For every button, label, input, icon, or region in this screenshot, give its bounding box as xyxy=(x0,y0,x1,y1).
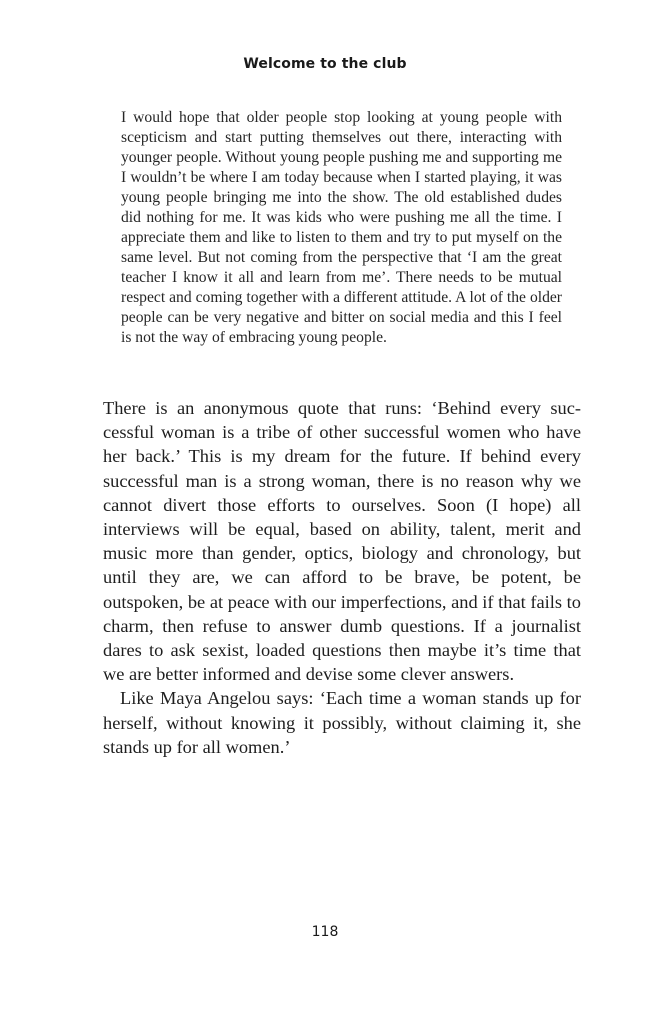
body-text xyxy=(103,396,581,759)
running-head: Welcome to the club xyxy=(243,56,407,72)
block-quote-text: I would hope that older people stop looking at young people with scepticism and start putting themselves out there, interacting with younger people. Without young people pushing me and supporting me I wouldn’t be where I am today because when I started playing, it was young people bringing me into the show. The old established dudes did nothing for me. It was kids who were pushing me all the time. I appreciate them and like to listen to them and try to put myself on the same level. But not coming from the perspective that ‘I am the great teacher I know it all and learn from me’. There needs to be mutual respect and coming together with a different attitude. A lot of the older people can be very negative and bitter on social media and this I feel is not the way of embracing young people. xyxy=(121,109,562,346)
body-paragraph: There is an anonymous quote that runs: ‘Behind every successful woman is a tribe of other successful women who have her back.’ This is my dream for the future. If behind every successful man is a strong woman, there is no reason why we cannot divert those efforts to ourselves. Soon (I hope) all interviews will be equal, based on ability, talent, merit and music more than gender, optics, biology and chronology, but until they are, we can afford to be brave, be potent, be outspoken, be at peace with our imperfections, and if that fails to charm, then refuse to answer dumb questions. If a journalist dares to ask sexist, loaded questions then maybe it’s time that we are better informed and devise some clever answers. xyxy=(103,398,581,685)
block-quote xyxy=(121,108,562,348)
page-number: 118 xyxy=(311,924,339,940)
body-paragraph: Like Maya Angelou says: ‘Each time a woman stands up for herself, without knowing it possibly, without claiming it, she stands up for all women.’ xyxy=(103,688,581,757)
